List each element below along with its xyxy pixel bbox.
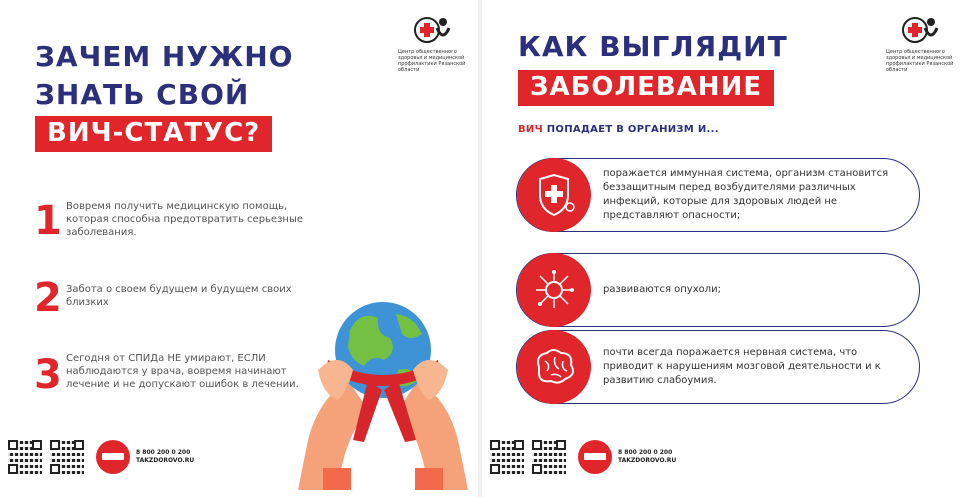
left-footer xyxy=(8,437,194,477)
logo-text: Центр общественного здоровья и медицинской профилактики Рязанской области xyxy=(886,49,954,73)
item-text-3: Сегодня от СПИДа НЕ умирают, ЕСЛИ наблюдаются у врача, вовремя начинают лечение и не допускают ошибок в лечении. xyxy=(66,353,299,390)
organization-logo xyxy=(398,14,468,73)
item-number-1: 1 xyxy=(34,198,62,244)
lead-rest: ПОПАДАЕТ В ОРГАНИЗМ И... xyxy=(542,124,719,135)
card-text-tumor: развиваются опухоли; xyxy=(603,284,722,295)
left-heading-line1: ЗАЧЕМ НУЖНО xyxy=(35,40,294,73)
qr-code-icon[interactable] xyxy=(532,440,566,474)
card-text-brain: почти всегда поражается нервная система, что приводит к нарушениям мозговой деятельности и к развитию слабоумия. xyxy=(603,347,881,386)
card-text-immune: поражается иммунная система, организм становится беззащитным перед возбудителями различных инфекций, которые для здоровых людей не представляют опасности; xyxy=(603,168,889,221)
footer-phone[interactable]: 8 800 200 0 200 xyxy=(136,449,191,456)
footer-contact xyxy=(618,449,676,465)
card-immune xyxy=(516,158,920,232)
lead-text xyxy=(518,124,719,135)
qr-code-icon[interactable] xyxy=(490,440,524,474)
item-text-2: Забота о своем будущем и будущем своих близких xyxy=(66,284,292,308)
footer-site[interactable]: TAKZDOROVO.RU xyxy=(618,457,677,464)
right-footer xyxy=(490,437,676,477)
brain-icon xyxy=(517,330,591,404)
qr-code-icon[interactable] xyxy=(8,440,42,474)
footer-contact xyxy=(136,449,194,465)
globe-hands-illustration xyxy=(298,290,468,490)
takzdorovo-logo-icon xyxy=(578,440,612,474)
right-heading-line1: КАК ВЫГЛЯДИТ xyxy=(518,30,788,63)
card-brain xyxy=(516,330,920,404)
card-tumor xyxy=(516,253,920,327)
qr-code-icon[interactable] xyxy=(50,440,84,474)
item-text-1: Вовремя получить медицинскую помощь, которая способна предотвратить серьезные заболевания. xyxy=(66,201,303,238)
virus-shield-icon xyxy=(517,158,591,232)
left-heading-band: ВИЧ-СТАТУС? xyxy=(35,116,272,152)
right-poster xyxy=(482,0,960,497)
tumor-icon xyxy=(517,253,591,327)
organization-logo xyxy=(886,14,956,73)
left-heading-line2: ЗНАТЬ СВОЙ xyxy=(35,78,250,111)
footer-phone[interactable]: 8 800 200 0 200 xyxy=(618,449,673,456)
logo-icon xyxy=(413,14,453,46)
footer-site[interactable]: TAKZDOROVO.RU xyxy=(136,457,195,464)
lead-red: ВИЧ xyxy=(518,124,543,135)
right-heading-band: ЗАБОЛЕВАНИЕ xyxy=(518,70,774,106)
logo-text: Центр общественного здоровья и медицинской профилактики Рязанской области xyxy=(398,49,466,73)
left-poster xyxy=(0,0,478,497)
item-number-2: 2 xyxy=(34,275,62,321)
item-number-3: 3 xyxy=(34,352,62,398)
takzdorovo-logo-icon xyxy=(96,440,130,474)
logo-icon xyxy=(901,14,941,46)
